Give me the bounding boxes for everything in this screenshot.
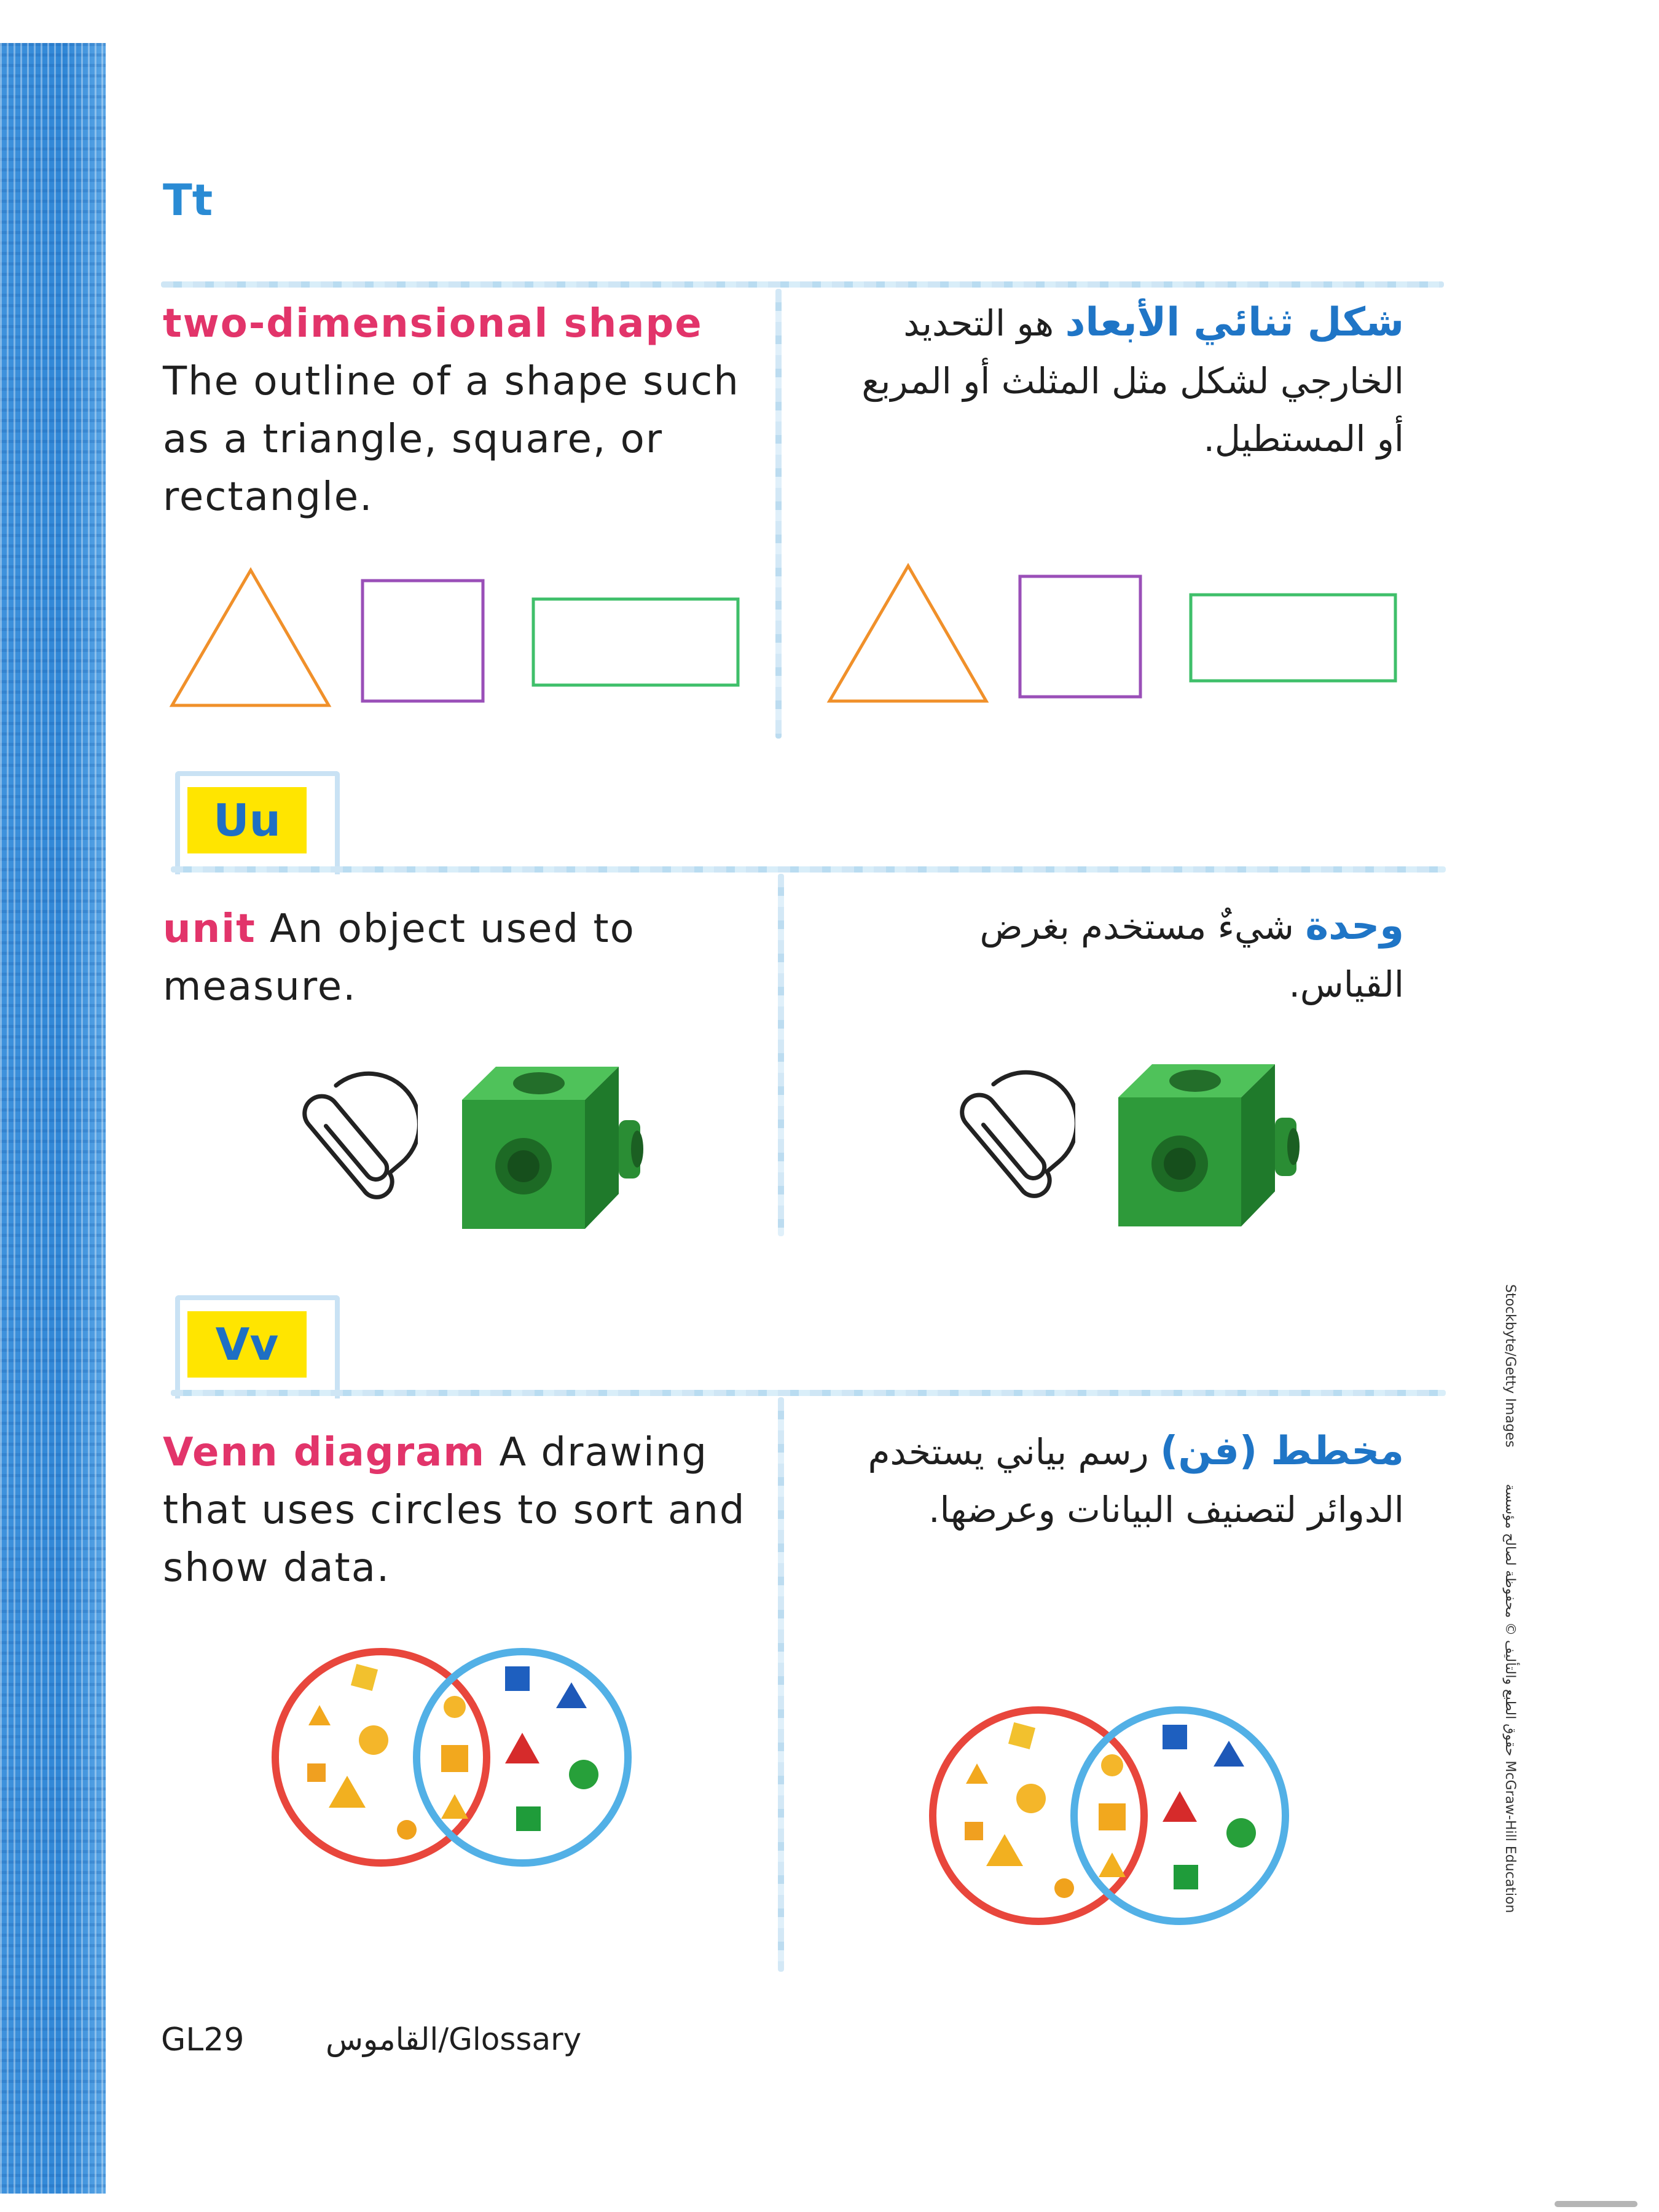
entry-u-arabic <box>909 897 1404 1013</box>
definition-venn-diagram-ar: رسم بياني يستخدم الدوائر لتصنيف البيانات وعرضها. <box>868 1431 1404 1531</box>
unit-cube-icon <box>1118 1059 1303 1231</box>
venn-diagram-illustration <box>928 1693 1296 1939</box>
section-letter-v: Vv <box>187 1311 307 1378</box>
divider-t-middle <box>775 289 782 739</box>
section-letter-u: Uu <box>187 787 307 853</box>
square-shape <box>363 581 483 701</box>
definition-two-dimensional-shape-ar: هو التحديد الخارجي لشكل مثل المثلث أو المربع أو المستطيل. <box>861 302 1404 460</box>
venn-diagram-illustration <box>270 1634 639 1880</box>
photo-credit: Stockbyte/Getty Images <box>1502 1284 1518 1448</box>
divider-u-top <box>171 866 1446 873</box>
entry-t-arabic <box>823 294 1404 468</box>
term-two-dimensional-shape: two-dimensional shape <box>163 301 703 347</box>
footer-label: القاموس/Glossary <box>326 2022 582 2057</box>
rectangle-shape <box>1191 595 1395 681</box>
entry-u-english <box>163 900 753 1016</box>
term-venn-diagram-ar: مخطط (فن) <box>1160 1429 1404 1474</box>
entry-v-english <box>163 1424 753 1597</box>
paperclip-icon <box>928 1068 1075 1215</box>
scroll-indicator[interactable] <box>1555 2201 1637 2207</box>
entry-v-arabic <box>860 1422 1404 1539</box>
section-letter-t: Tt <box>163 175 213 226</box>
paperclip-icon <box>270 1069 418 1217</box>
section-tab-u <box>175 771 340 874</box>
term-unit-ar: وحدة <box>1305 903 1404 949</box>
copyright-notice: حقوق الطبع والتأليف © محفوظة لصالح مؤسسة McGraw-Hill Education <box>1502 1484 1518 1913</box>
definition-two-dimensional-shape: The outline of a shape such as a triangle, square, or rectangle. <box>163 359 740 520</box>
shapes-illustration-arabic <box>817 549 1432 708</box>
definition-venn-diagram: A drawing that uses circles to sort and show data. <box>163 1430 746 1591</box>
square-shape <box>1020 576 1140 697</box>
divider-v-middle <box>778 1397 784 1972</box>
definition-unit-ar: شيءٌ مستخدم بغرض القياس. <box>979 906 1404 1005</box>
section-tab-v <box>175 1295 340 1398</box>
triangle-shape <box>172 570 329 705</box>
unit-cube-icon <box>462 1062 646 1234</box>
crayon-border <box>0 43 106 2194</box>
shapes-illustration-english <box>160 553 774 713</box>
page-number: GL29 <box>161 2022 245 2058</box>
entry-t-english <box>163 295 753 526</box>
triangle-shape <box>830 566 986 701</box>
divider-u-middle <box>778 874 784 1236</box>
term-venn-diagram: Venn diagram <box>163 1430 486 1475</box>
divider-v-top <box>171 1390 1446 1396</box>
rectangle-shape <box>533 599 738 685</box>
definition-unit: An object used to measure. <box>163 906 635 1010</box>
divider-t-top <box>161 281 1444 288</box>
term-unit: unit <box>163 906 256 952</box>
term-two-dimensional-shape-ar: شكل ثنائي الأبعاد <box>1065 300 1404 345</box>
